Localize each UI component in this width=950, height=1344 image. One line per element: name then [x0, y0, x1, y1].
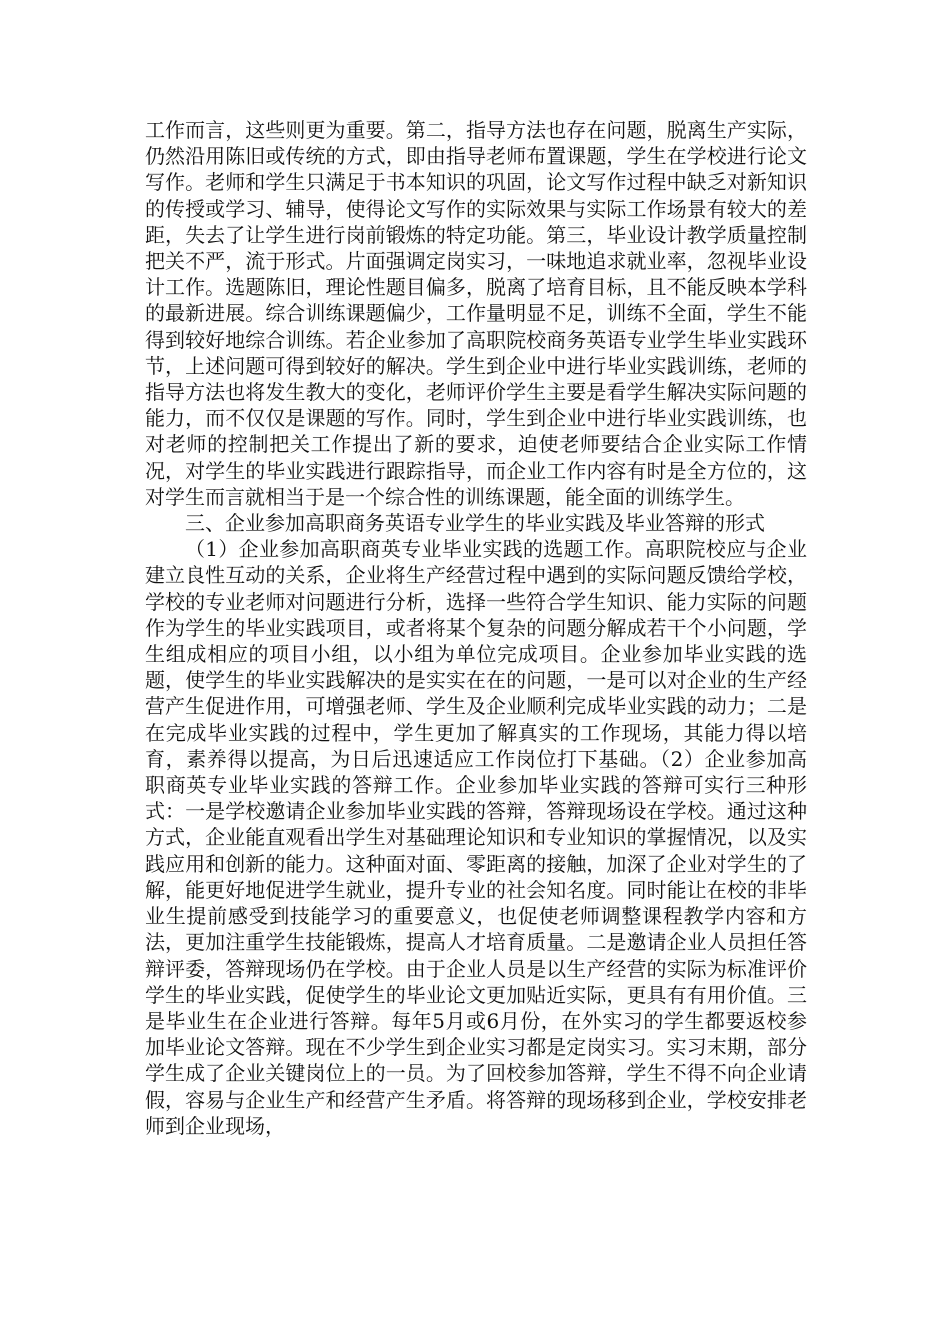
document-page — [145, 117, 807, 1139]
body-paragraph: （1）企业参加高职商英专业毕业实践的选题工作。高职院校应与企业建立良性互动的关系，企业将生产经营过程中遇到的实际问题反馈给学校，学校的专业老师对问题进行分析，选择一些符合学生知识、能力实际的问题作为学生的毕业实践项目，或者将某个复杂的问题分解成若干个小问题，学生组成相应的项目小组，以小组为单位完成项目。企业参加毕业实践的选题，使学生的毕业实践解决的是实实在在的问题，一是可以对企业的生产经营产生促进作用，可增强老师、学生及企业顺利完成毕业实践的动力；二是在完成毕业实践的过程中，学生更加了解真实的工作现场，其能力得以培育，素养得以提高，为日后迅速适应工作岗位打下基础。（2）企业参加高职商英专业毕业实践的答辩工作。企业参加毕业实践的答辩可实行三种形式：一是学校邀请企业参加毕业实践的答辩，答辩现场设在学校。通过这种方式，企业能直观看出学生对基础理论知识和专业知识的掌握情况，以及实践应用和创新的能力。这种面对面、零距离的接触，加深了企业对学生的了解，能更好地促进学生就业，提升专业的社会知名度。同时能让在校的非毕业生提前感受到技能学习的重要意义，也促使老师调整课程教学内容和方法，更加注重学生技能锻炼，提高人才培育质量。二是邀请企业人员担任答辩评委，答辩现场仍在学校。由于企业人员是以生产经营的实际为标准评价学生的毕业实践，促使学生的毕业论文更加贴近实际，更具有有用价值。三是毕业生在企业进行答辩。每年5月或6月份，在外实习的学生都要返校参加毕业论文答辩。现在不少学生到企业实习都是定岗实习。实习末期，部分学生成了企业关键岗位上的一员。为了回校参加答辩，学生不得不向企业请假，容易与企业生产和经营产生矛盾。将答辩的现场移到企业，学校安排老师到企业现场， — [145, 537, 807, 1138]
section-heading: 三、企业参加高职商务英语专业学生的毕业实践及毕业答辩的形式 — [185, 511, 765, 536]
body-paragraph: 工作而言，这些则更为重要。第二，指导方法也存在问题，脱离生产实际，仍然沿用陈旧或传统的方式，即由指导老师布置课题，学生在学校进行论文写作。老师和学生只满足于书本知识的巩固，论文写作过程中缺乏对新知识的传授或学习、辅导，使得论文写作的实际效果与实际工作场景有较大的差距，失去了让学生进行岗前锻炼的特定功能。第三，毕业设计教学质量控制把关不严，流于形式。片面强调定岗实习，一味地追求就业率，忽视毕业设计工作。选题陈旧，理论性题目偏多，脱离了培育目标，且不能反映本学科的最新进展。综合训练课题偏少，工作量明显不足，训练不全面，学生不能得到较好地综合训练。若企业参加了高职院校商务英语专业学生毕业实践环节，上述问题可得到较好的解决。学生到企业中进行毕业实践训练，老师的指导方法也将发生教大的变化，老师评价学生主要是看学生解决实际问题的能力，而不仅仅是课题的写作。同时，学生到企业中进行毕业实践训练，也对老师的控制把关工作提出了新的要求，迫使老师要结合企业实际工作情况，对学生的毕业实践进行跟踪指导，而企业工作内容有时是全方位的，这对学生而言就相当于是一个综合性的训练课题，能全面的训练学生。 — [145, 118, 807, 509]
